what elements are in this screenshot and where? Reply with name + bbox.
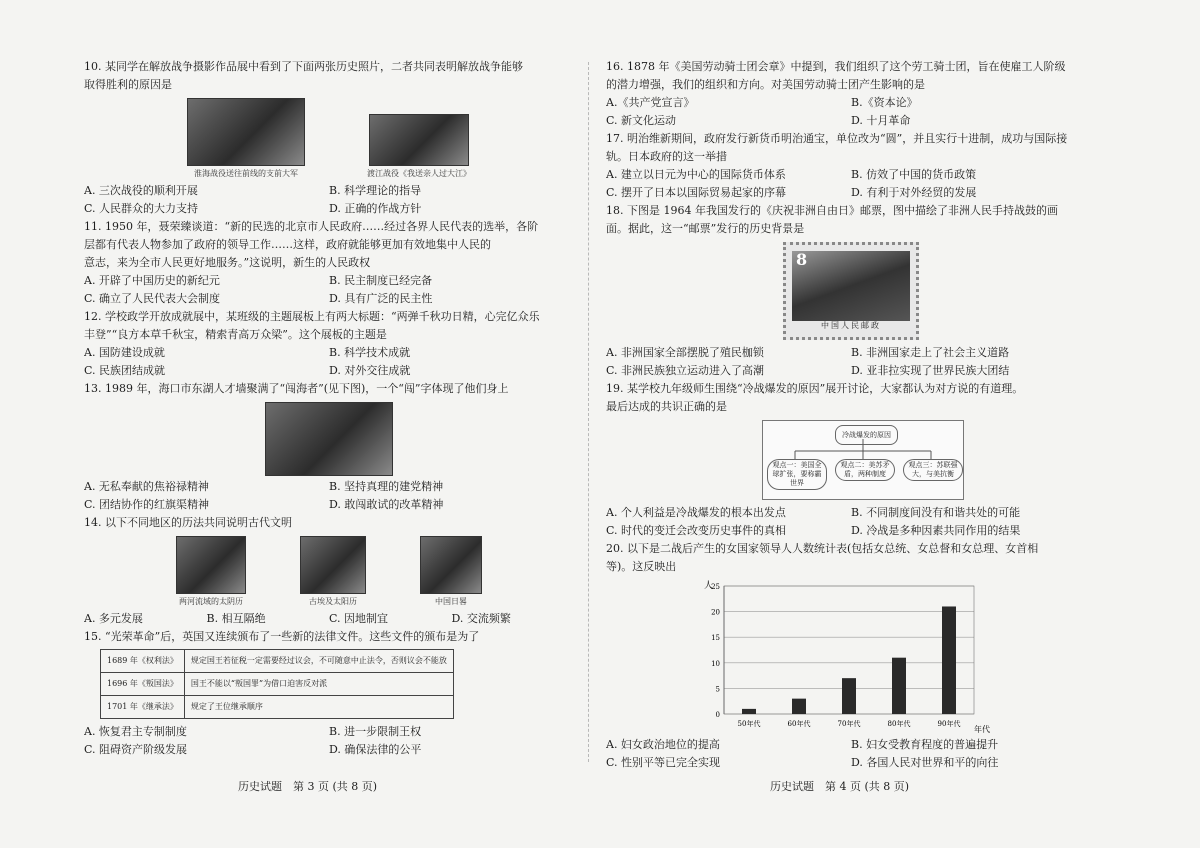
- question-17-stem: 17. 明治维新期间，政府发行新货币明治通宝，单位改为“圆”，并且实行十进制，成功与国际接 轨。日本政府的这一举措: [606, 132, 1068, 163]
- question-14-options: [84, 610, 574, 628]
- page-divider: [588, 62, 589, 762]
- option-a[interactable]: A. 开辟了中国历史的新纪元: [84, 274, 220, 287]
- question-16-stem: 16. 1878 年《美国劳动骑士团会章》中提到，我们组织了这个劳工骑士团，旨在使雇工人阶级 的潜力增强，我们的组织和方向。对美国劳动骑士团产生影响的是: [606, 60, 1066, 91]
- question-18-options: [606, 344, 1096, 380]
- stamp-image: [783, 242, 919, 340]
- option-c[interactable]: C. 摆开了日本以国际贸易起家的序幕: [606, 186, 787, 199]
- option-a[interactable]: A. 恢复君主专制制度: [84, 725, 187, 738]
- question-12-stem: 12. 学校政学开放成就展中，某班级的主题展板上有两大标题：“两弹千秋功日精，心完亿众乐 丰登”“良方本草千秋宝，精索青高万众梁”。这个展板的主题是: [84, 310, 540, 341]
- chart-x-ticks: [738, 719, 961, 728]
- option-c[interactable]: C. 确立了人民代表大会制度: [84, 292, 221, 305]
- option-c[interactable]: C. 因地制宜: [329, 612, 389, 625]
- option-c[interactable]: C. 阻碍资产阶级发展: [84, 743, 188, 756]
- x-tick-label: 70年代: [837, 720, 861, 728]
- option-b[interactable]: B. 科学技术成就: [329, 346, 411, 359]
- y-tick-label: 15: [711, 634, 720, 643]
- option-c[interactable]: C. 非洲民族独立运动进入了高潮: [606, 364, 765, 377]
- option-a[interactable]: A.《共产党宣言》: [606, 96, 695, 109]
- option-d[interactable]: D. 对外交往成就: [329, 364, 411, 377]
- table-row: [101, 696, 454, 719]
- bar: [792, 699, 806, 714]
- table-row: [101, 650, 454, 673]
- option-d[interactable]: D. 确保法律的公平: [329, 743, 422, 756]
- question-10-stem: 10. 某同学在解放战争摄影作品展中看到了下面两张历史照片，二者共同表明解放战争能够 取得胜利的原因是: [84, 60, 523, 91]
- page-4: [606, 58, 1096, 772]
- question-13-options: [84, 478, 574, 514]
- option-b[interactable]: B. 仿效了中国的货币政策: [851, 168, 977, 181]
- option-d[interactable]: D. 有利于对外经贸的发展: [851, 186, 977, 199]
- bar: [742, 709, 756, 714]
- option-d[interactable]: D. 具有广泛的民主性: [329, 292, 433, 305]
- law-table: [100, 649, 454, 719]
- question-15-stem: 15. “光荣革命”后，英国又连续颁布了一些新的法律文件。这些文件的颁布是为了: [84, 630, 480, 643]
- bar: [892, 658, 906, 714]
- option-c[interactable]: C. 时代的变迁会改变历史事件的真相: [606, 524, 787, 537]
- stamp-row: [606, 242, 1096, 340]
- option-b[interactable]: B. 不同制度间没有和谐共处的可能: [851, 506, 1021, 519]
- x-tick-label: 50年代: [737, 720, 761, 728]
- page-3-footer: 历史试题 第 3 页 (共 8 页): [238, 780, 378, 793]
- question-20-options: [606, 736, 1096, 772]
- option-b[interactable]: B. 科学理论的指导: [329, 184, 422, 197]
- table-cell: 规定国王若征税一定需要经过议会，不可随意中止法令，否则议会不能放: [184, 650, 453, 673]
- stamp-value: 8: [796, 250, 808, 269]
- option-b[interactable]: B.《资本论》: [851, 96, 918, 109]
- option-b[interactable]: B. 坚持真理的建党精神: [329, 480, 444, 493]
- option-a[interactable]: A. 建立以日元为中心的国际货币体系: [606, 168, 786, 181]
- photo-caption: 古埃及太阳历: [309, 597, 357, 606]
- option-c[interactable]: C. 民族团结成就: [84, 364, 166, 377]
- photo-caption: 两河流域的太阴历: [179, 597, 243, 606]
- table-cell: 1701 年《继承法》: [101, 696, 185, 719]
- option-a[interactable]: A. 国防建设成就: [84, 346, 165, 359]
- x-tick-label: 60年代: [787, 720, 811, 728]
- photo-caption: 中国日晷: [435, 597, 467, 606]
- option-a[interactable]: A. 妇女政治地位的提高: [606, 738, 720, 751]
- chart-bars: [742, 606, 956, 714]
- bar: [942, 606, 956, 714]
- question-18-stem: 18. 下图是 1964 年我国发行的《庆祝非洲自由日》邮票，图中描绘了非洲人民手持战鼓的画 面。据此，这一“邮票”发行的历史背景是: [606, 204, 1058, 235]
- option-d[interactable]: D. 亚非拉实现了世界民族大团结: [851, 364, 1010, 377]
- photo-talent-wall: [265, 402, 393, 476]
- x-tick-label: 90年代: [937, 720, 961, 728]
- question-19-options: [606, 504, 1096, 540]
- photo-sundial: [420, 536, 482, 594]
- mind-map: [762, 420, 964, 500]
- y-tick-label: 10: [711, 659, 720, 668]
- table-cell: 规定了王位继承顺序: [184, 696, 453, 719]
- y-axis-label: 人: [704, 581, 714, 591]
- option-a[interactable]: A. 个人利益是冷战爆发的根本出发点: [606, 506, 786, 519]
- option-b[interactable]: B. 妇女受教育程度的普遍提升: [851, 738, 999, 751]
- y-tick-label: 20: [711, 608, 720, 617]
- option-d[interactable]: D. 正确的作战方针: [329, 202, 422, 215]
- question-11-stem: 11. 1950 年，聂荣臻谈道：“新的民选的北京市人民政府……经过各界人民代表的选举，各阶 层都有代表人物参加了政府的领导工作……这样，政府就能够更加有效地集中人民的 意志，来为全市人民更好地服务。”这说明，新生的人民政权: [84, 220, 539, 269]
- question-16-options: [606, 94, 1096, 130]
- option-b[interactable]: B. 相互隔绝: [206, 612, 266, 625]
- photo-caption: 淮海战役送往前线的支前大军: [194, 169, 298, 178]
- option-c[interactable]: C. 新文化运动: [606, 114, 677, 127]
- table-cell: 1696 年《叛国法》: [101, 673, 185, 696]
- question-15-options: [84, 723, 574, 759]
- question-13-stem: 13. 1989 年，海口市东湖人才墙聚满了“闯海者”(见下图)，一个“闯”字体现了他们身上: [84, 382, 509, 395]
- question-10-photos: [84, 98, 574, 180]
- table-row: [101, 673, 454, 696]
- question-14-stem: 14. 以下不同地区的历法共同说明古代文明: [84, 516, 292, 529]
- y-tick-label: 0: [715, 711, 720, 719]
- option-a[interactable]: A. 非洲国家全部摆脱了殖民枷锁: [606, 346, 764, 359]
- x-tick-label: 80年代: [887, 720, 911, 728]
- option-d[interactable]: D. 交流频繁: [451, 612, 511, 625]
- leaders-bar-chart: [702, 576, 1002, 736]
- mind-map-node: 观点一：美国全球扩张，要称霸世界: [767, 459, 827, 490]
- question-19-stem: 19. 某学校九年级师生围绕“冷战爆发的原因”展开讨论，大家都认为对方说的有道理。 最后达成的共识正确的是: [606, 382, 1024, 413]
- option-b[interactable]: B. 非洲国家走上了社会主义道路: [851, 346, 1010, 359]
- question-12-options: [84, 344, 574, 380]
- question-14-photos: [84, 536, 574, 608]
- page-3: [84, 58, 574, 759]
- option-a[interactable]: A. 多元发展: [84, 612, 143, 625]
- option-d[interactable]: D. 冷战是多种因素共同作用的结果: [851, 524, 1021, 537]
- question-10-options: [84, 182, 574, 218]
- chart-y-ticks: [711, 583, 720, 719]
- mind-map-title: 冷战爆发的原因: [835, 425, 898, 445]
- photo-river-crossing: [369, 114, 469, 166]
- option-a[interactable]: A. 三次战役的顺利开展: [84, 184, 198, 197]
- photo-solar-calendar: [300, 536, 366, 594]
- table-cell: 1689 年《权利法》: [101, 650, 185, 673]
- y-tick-label: 25: [711, 583, 720, 591]
- mind-map-node: 观点二：美苏矛盾，两种制度: [835, 459, 895, 481]
- option-b[interactable]: B. 进一步限制王权: [329, 725, 422, 738]
- option-d[interactable]: D. 各国人民对世界和平的向往: [851, 756, 999, 769]
- photo-support-army: [187, 98, 305, 166]
- option-c[interactable]: C. 团结协作的红旗渠精神: [84, 498, 210, 511]
- stamp-text: 中国人民邮政: [821, 321, 881, 330]
- option-d[interactable]: D. 十月革命: [851, 114, 911, 127]
- photo-lunar-calendar: [176, 536, 246, 594]
- bar: [842, 678, 856, 714]
- question-20-stem: 20. 以下是二战后产生的女国家领导人人数统计表(包括女总统、女总督和女总理、女首相 等)。这反映出: [606, 542, 1039, 573]
- option-a[interactable]: A. 无私奉献的焦裕禄精神: [84, 480, 209, 493]
- table-cell: 国王不能以“叛国罪”为借口迫害反对派: [184, 673, 453, 696]
- question-11-options: [84, 272, 574, 308]
- question-13-photo-row: [84, 402, 574, 476]
- option-d[interactable]: D. 敢闯敢试的改革精神: [329, 498, 444, 511]
- mind-map-node: 观点三：苏联强大，与美抗衡: [903, 459, 963, 481]
- page-4-footer: 历史试题 第 4 页 (共 8 页): [770, 780, 910, 793]
- question-17-options: [606, 166, 1096, 202]
- option-b[interactable]: B. 民主制度已经完备: [329, 274, 433, 287]
- photo-caption: 渡江战役《我送亲人过大江》: [367, 169, 471, 178]
- x-axis-label: 年代: [974, 725, 990, 734]
- y-tick-label: 5: [715, 685, 720, 694]
- option-c[interactable]: C. 人民群众的大力支持: [84, 202, 199, 215]
- option-c[interactable]: C. 性别平等已完全实现: [606, 756, 721, 769]
